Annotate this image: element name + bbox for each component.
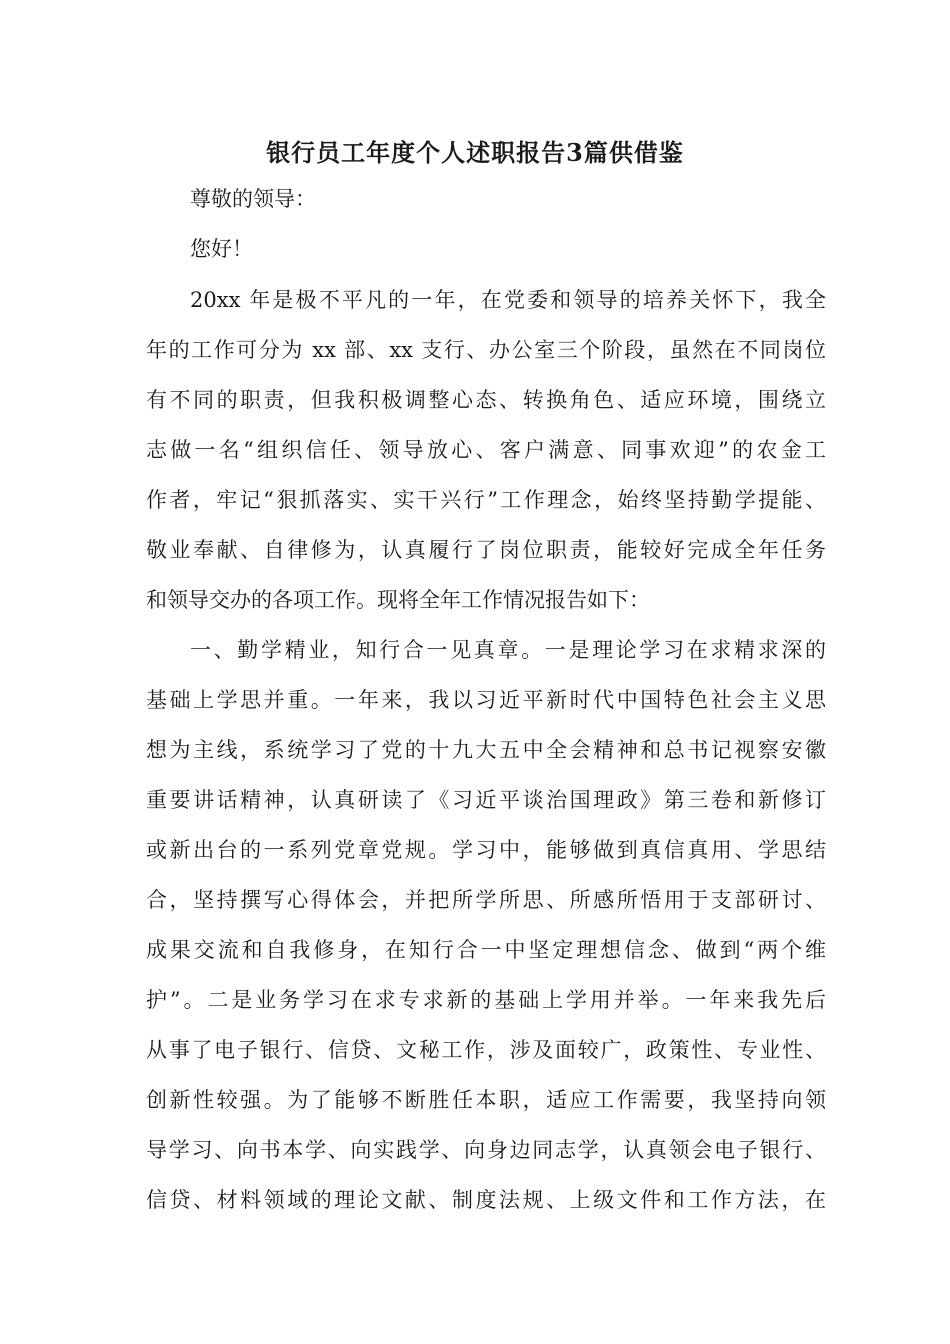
paragraph-line: 信贷、材料领域的理论文献、制度法规、上级文件和工作方法，在	[146, 1188, 826, 1212]
paragraph-line: 敬业奉献、自律修为，认真履行了岗位职责，能较好完成全年任务	[146, 538, 826, 562]
paragraph-line: 和领导交办的各项工作。现将全年工作情况报告如下：	[146, 588, 650, 612]
paragraph-line: 志做一名“组织信任、领导放心、客户满意、同事欢迎”的农金工	[146, 438, 826, 462]
salutation: 尊敬的领导：	[190, 187, 316, 211]
paragraph-line: 年的工作可分为 xx 部、xx 支行、办公室三个阶段，虽然在不同岗位	[146, 338, 826, 362]
paragraph-line: 护”。二是业务学习在求专求新的基础上学用并举。一年来我先后	[146, 988, 826, 1012]
greeting: 您好！	[190, 237, 253, 261]
paragraph-line: 合，坚持撰写心得体会，并把所学所思、所感所悟用于支部研讨、	[146, 888, 826, 912]
paragraph-line: 有不同的职责，但我积极调整心态、转换角色、适应环境，围绕立	[146, 388, 826, 412]
paragraph-line: 创新性较强。为了能够不断胜任本职，适应工作需要，我坚持向领	[146, 1088, 826, 1112]
paragraph-line: 重要讲话精神，认真研读了《习近平谈治国理政》第三卷和新修订	[146, 788, 826, 812]
paragraph-line: 作者，牢记“狠抓落实、实干兴行”工作理念，始终坚持勤学提能、	[146, 488, 826, 512]
paragraph-line: 成果交流和自我修身，在知行合一中坚定理想信念、做到“两个维	[146, 938, 826, 962]
paragraph-line: 想为主线，系统学习了党的十九大五中全会精神和总书记视察安徽	[146, 738, 826, 762]
paragraph-line: 从事了电子银行、信贷、文秘工作，涉及面较广，政策性、专业性、	[146, 1038, 826, 1062]
paragraph-line: 一、勤学精业，知行合一见真章。一是理论学习在求精求深的	[190, 638, 826, 662]
paragraph-line: 或新出台的一系列党章党规。学习中，能够做到真信真用、学思结	[146, 838, 826, 862]
paragraph-line: 导学习、向书本学、向实践学、向身边同志学，认真领会电子银行、	[146, 1138, 826, 1162]
document-title: 银行员工年度个人述职报告3篇供借鉴	[266, 138, 684, 167]
paragraph-line: 20xx 年是极不平凡的一年，在党委和领导的培养关怀下，我全	[190, 288, 826, 312]
paragraph-line: 基础上学思并重。一年来，我以习近平新时代中国特色社会主义思	[146, 688, 826, 712]
